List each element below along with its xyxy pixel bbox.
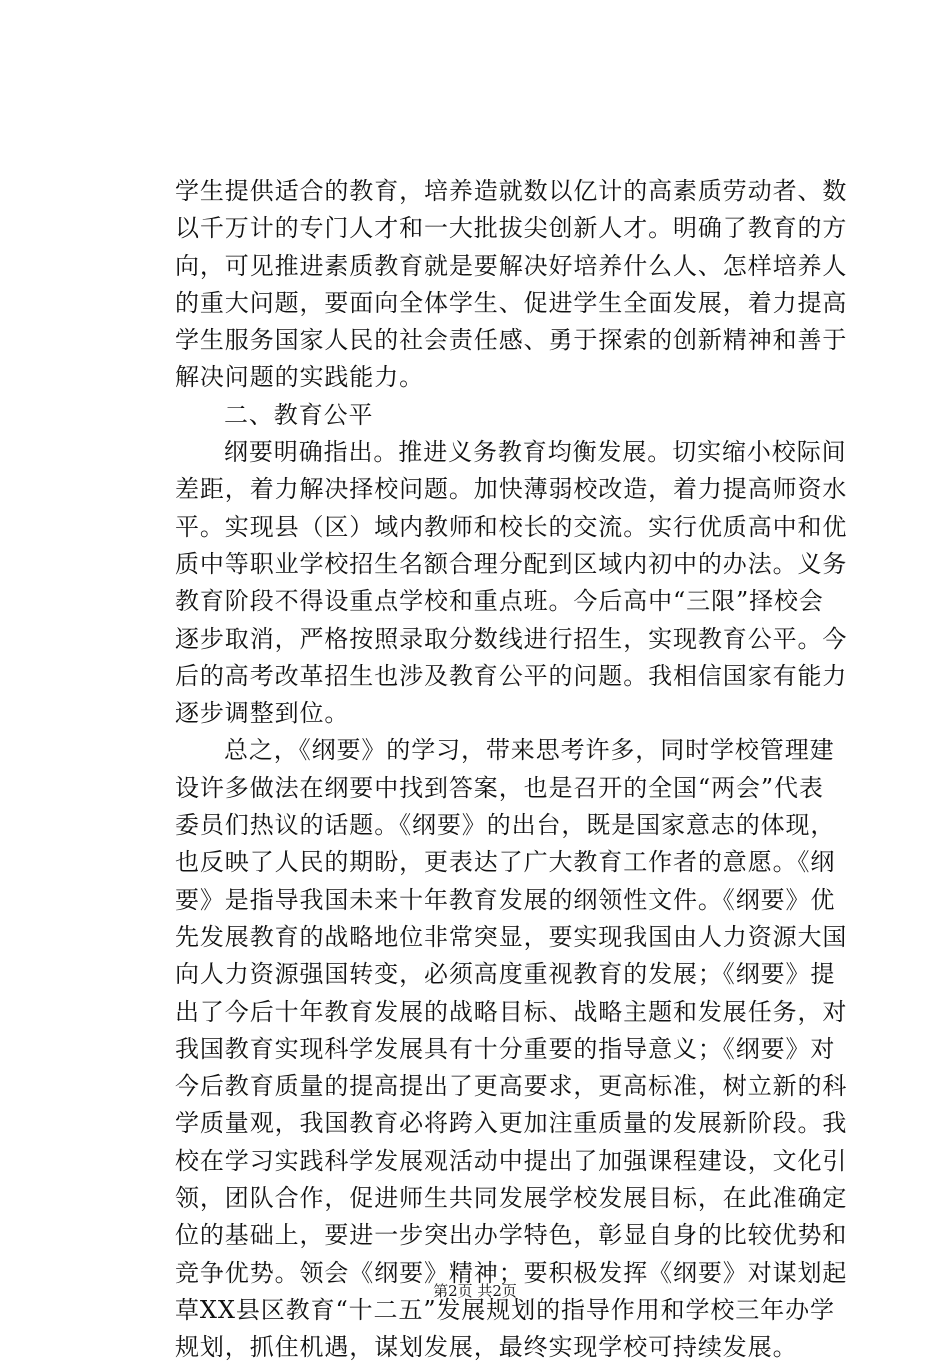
text-line: 我国教育实现科学发展具有十分重要的指导意义；《纲要》对 (175, 1034, 836, 1063)
text-line: 向人力资源强国转变，必须高度重视教育的发展；《纲要》提 (175, 960, 836, 989)
text-line: 平。实现县（区）域内教师和校长的交流。实行优质高中和优 (175, 512, 848, 541)
text-line: 以千万计的专门人才和一大批拔尖创新人才。明确了教育的方 (175, 214, 848, 243)
text-line: 纲要明确指出。推进义务教育均衡发展。切实缩小校际间 (224, 438, 847, 467)
text-line: 要》是指导我国未来十年教育发展的纲领性文件。《纲要》优 (175, 885, 836, 914)
text-line: 校在学习实践科学发展观活动中提出了加强课程建设，文化引 (175, 1146, 848, 1175)
text-line: 草XX县区教育“十二五”发展规划的指导作用和学校三年办学 (175, 1295, 835, 1324)
text-line: 设许多做法在纲要中找到答案，也是召开的全国“两会”代表 (175, 773, 824, 802)
text-line: 领，团队合作，促进师生共同发展学校发展目标，在此准确定 (175, 1184, 848, 1213)
paragraph (175, 434, 848, 732)
text-line: 竞争优势。领会《纲要》精神；要积极发挥《纲要》对谋划起 (175, 1258, 848, 1287)
text-line: 先发展教育的战略地位非常突显，要实现我国由人力资源大国 (175, 922, 848, 951)
paragraph (175, 397, 790, 434)
text-line: 规划，抓住机遇，谋划发展，最终实现学校可持续发展。 (175, 1333, 798, 1362)
text-line: 学生服务国家人民的社会责任感、勇于探索的创新精神和善于 (175, 326, 848, 355)
paragraph (175, 173, 848, 397)
text-line: 向，可见推进素质教育就是要解决好培养什么人、怎样培养人 (175, 251, 848, 280)
text-line: 的重大问题，要面向全体学生、促进学生全面发展，着力提高 (175, 288, 848, 317)
text-line: 教育阶段不得设重点学校和重点班。今后高中“三限”择校会 (175, 587, 824, 616)
text-line: 解决问题的实践能力。 (175, 363, 424, 392)
document-body (175, 173, 848, 1367)
text-line: 今后教育质量的提高提出了更高要求，更高标准，树立新的科 (175, 1072, 848, 1101)
text-line: 逐步取消，严格按照录取分数线进行招生，实现教育公平。今 (175, 624, 848, 653)
text-line: 二、教育公平 (224, 400, 374, 429)
text-line: 学生提供适合的教育，培养造就数以亿计的高素质劳动者、数 (175, 177, 848, 205)
text-line: 差距，着力解决择校问题。加快薄弱校改造，着力提高师资水 (175, 475, 848, 504)
text-line: 出了今后十年教育发展的战略目标、战略主题和发展任务，对 (175, 997, 848, 1026)
text-line: 质中等职业学校招生名额合理分配到区域内初中的办法。义务 (175, 549, 848, 578)
text-line: 位的基础上，要进一步突出办学特色，彰显自身的比较优势和 (175, 1221, 848, 1250)
text-line: 逐步调整到位。 (175, 699, 350, 728)
text-line: 学质量观，我国教育必将跨入更加注重质量的发展新阶段。我 (175, 1109, 848, 1138)
text-line: 后的高考改革招生也涉及教育公平的问题。我相信国家有能力 (175, 661, 848, 690)
paragraph (175, 732, 848, 1366)
text-line: 也反映了人民的期盼，更表达了广大教育工作者的意愿。《纲 (175, 848, 836, 877)
page-footer: 第2页 共2页 (433, 1282, 517, 1300)
text-line: 总之，《纲要》的学习，带来思考许多，同时学校管理建 (224, 736, 835, 765)
text-line: 委员们热议的话题。《纲要》的出台，既是国家意志的体现， (175, 811, 836, 840)
